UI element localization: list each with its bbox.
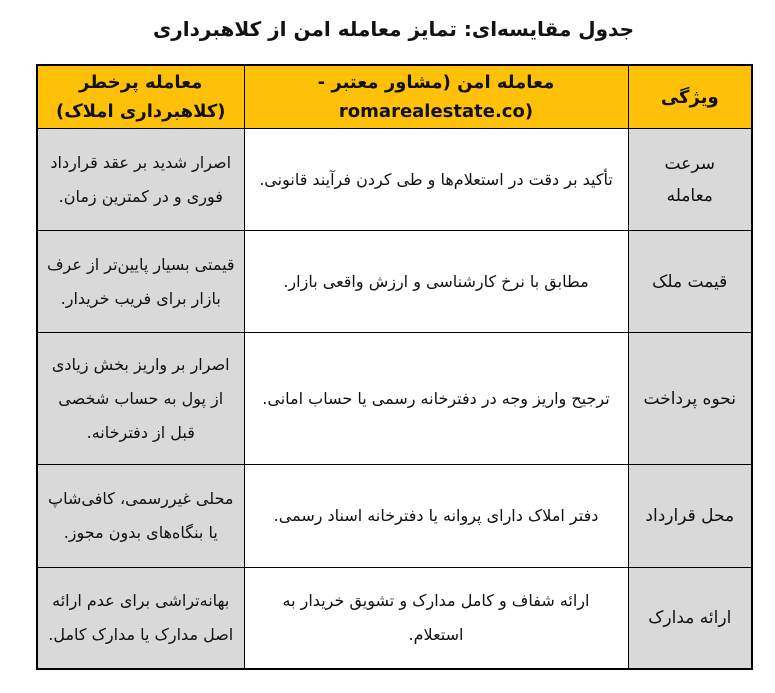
safe-header-line1: معامله امن (مشاور معتبر - (317, 72, 555, 93)
safe-deal-cell: مطابق با نرخ کارشناسی و ارزش واقعی بازار. (244, 231, 628, 333)
risky-deal-cell: قیمتی بسیار پایین‌تر از عرف بازار برای فریب خریدار. (37, 231, 244, 333)
table-row (37, 568, 752, 669)
risky-deal-cell: بهانه‌تراشی برای عدم ارائه اصل مدارک یا مدارک کامل. (37, 568, 244, 669)
column-header-risky-deal (37, 65, 244, 129)
feature-cell: محل قرارداد (628, 465, 752, 568)
risky-deal-cell: اصرار شدید بر عقد قرارداد فوری و در کمترین زمان. (37, 129, 244, 231)
page-title: جدول مقایسه‌ای: تمایز معامله امن از کلاهبرداری (152, 17, 635, 41)
feature-cell: قیمت ملک (628, 231, 752, 333)
column-header-safe-deal (244, 65, 628, 129)
safe-header-url-line: romarealestate.co) (338, 101, 534, 122)
table-row (37, 333, 752, 465)
column-header-feature: ویژگی (628, 65, 752, 129)
table-row (37, 129, 752, 231)
header-row (37, 65, 752, 129)
risky-header-line1: معامله پرخطر (79, 72, 203, 93)
comparison-table-page (0, 14, 775, 693)
table-row (37, 465, 752, 568)
feature-cell: نحوه پرداخت (628, 333, 752, 465)
feature-cell: ارائه مدارک (628, 568, 752, 669)
comparison-table (36, 64, 753, 670)
safe-deal-cell: دفتر املاک دارای پروانه یا دفترخانه اسناد رسمی. (244, 465, 628, 568)
safe-deal-cell: تأکید بر دقت در استعلام‌ها و طی کردن فرآیند قانونی. (244, 129, 628, 231)
safe-deal-cell: ارائه شفاف و کامل مدارک و تشویق خریدار به استعلام. (244, 568, 628, 669)
risky-deal-cell: محلی غیررسمی، کافی‌شاپ یا بنگاه‌های بدون مجوز. (37, 465, 244, 568)
safe-deal-cell: ترجیح واریز وجه در دفترخانه رسمی یا حساب امانی. (244, 333, 628, 465)
risky-deal-cell: اصرار بر واریز بخش زیادی از پول به حساب شخصی قبل از دفترخانه. (37, 333, 244, 465)
risky-header-line2: (کلاهبرداری املاک) (55, 101, 226, 122)
table-row (37, 231, 752, 333)
feature-cell: سرعت معامله (628, 129, 752, 231)
